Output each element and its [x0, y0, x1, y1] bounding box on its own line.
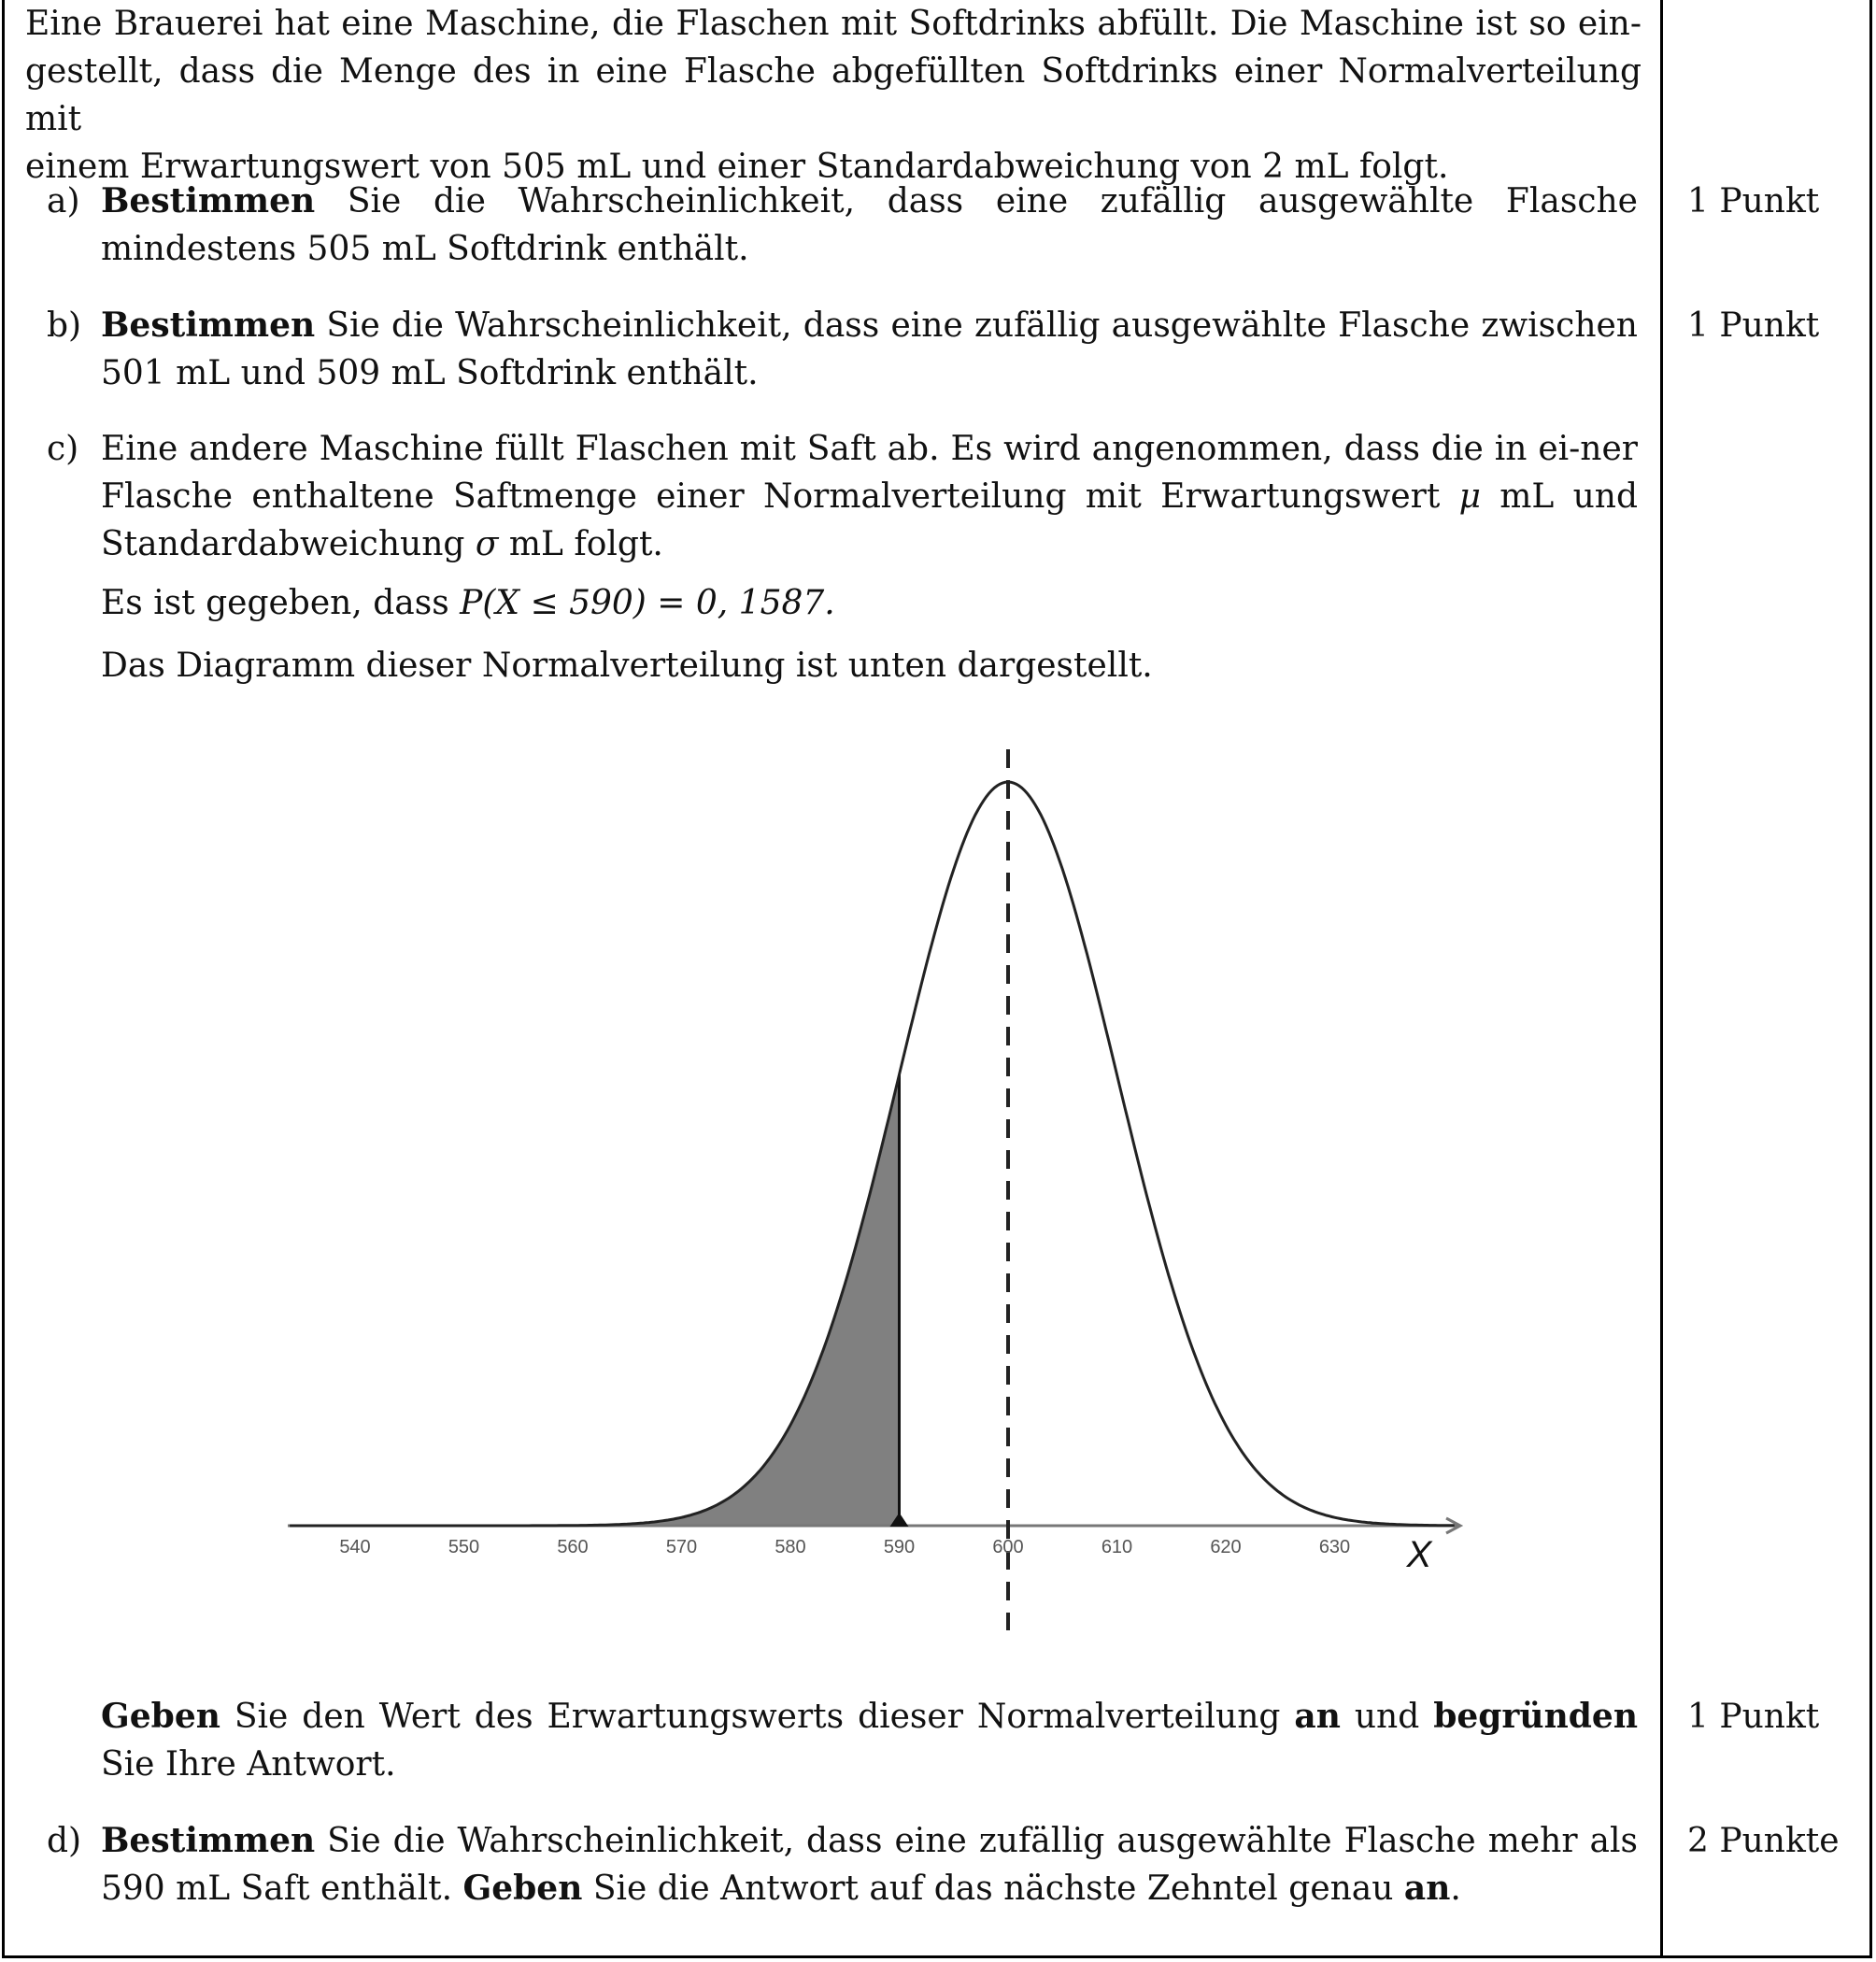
part-c-text-1: Eine andere Maschine füllt Flaschen mit Saft ab. Es wird angenommen, dass die in ei-ner Flasche enthaltene Saftmenge einer Normalverteilung mit Erwartungswert: [101, 430, 1638, 516]
part-c-verb-geben: Geben: [101, 1697, 220, 1736]
part-b-verb: Bestimmen: [101, 306, 316, 345]
part-b-label: b): [47, 306, 82, 345]
sigma-symbol: σ: [475, 525, 499, 563]
x-tick-label-540: 540: [339, 1537, 371, 1557]
part-d-points: 2 Punkte: [1687, 1822, 1840, 1860]
part-c-task-text-2: und: [1340, 1698, 1434, 1736]
part-c-verb-an: an: [1294, 1697, 1341, 1736]
x-tick-label-580: 580: [775, 1537, 806, 1557]
part-d-text-1: Sie die Wahrscheinlichkeit, dass eine zufällig ausgewählte Flasche mehr als 590 mL Saft enthält.: [101, 1822, 1638, 1908]
part-d-verb-geben: Geben: [462, 1869, 583, 1908]
part-a-verb: Bestimmen: [101, 181, 316, 220]
x-tick-label-570: 570: [665, 1537, 698, 1557]
x-tick-label-550: 550: [448, 1537, 480, 1557]
part-c-points: 1 Punkt: [1687, 1698, 1820, 1736]
part-d-text-3: .: [1450, 1870, 1461, 1908]
intro-line-3: einem Erwartungswert von 505 mL und einer Standardabweichung von 2 mL folgt.: [25, 148, 1449, 186]
part-c-text-2: mL und Standardabweichung: [101, 477, 1638, 563]
part-a-points: 1 Punkt: [1687, 182, 1820, 220]
part-d-text: [101, 1817, 1638, 1912]
mu-symbol: μ: [1458, 477, 1481, 516]
shaded-area-left-of-590: [290, 1074, 899, 1526]
x-tick-label-610: 610: [1101, 1537, 1133, 1557]
part-c-task-text-3: Sie Ihre Antwort.: [101, 1745, 396, 1784]
x-tick-labels: [339, 1537, 1350, 1557]
part-d-label: d): [47, 1822, 82, 1860]
part-d-verb-an: an: [1403, 1869, 1451, 1908]
part-c-task: [101, 1693, 1638, 1788]
intro-line-1: Eine Brauerei hat eine Maschine, die Flaschen mit Softdrinks abfüllt. Die Maschine ist so ein-: [25, 5, 1642, 43]
x-tick-label-620: 620: [1210, 1537, 1242, 1557]
x-tick-label-560: 560: [557, 1537, 589, 1557]
given-prefix: Es ist gegeben, dass: [101, 584, 461, 622]
part-c-text-3: mL folgt.: [498, 525, 663, 563]
part-c-verb-begruenden: begründen: [1433, 1697, 1638, 1736]
intro-line-2: gestellt, dass die Menge des in eine Flasche abgefüllten Softdrinks einer Normalverteilung mit: [25, 52, 1642, 138]
x-tick-label-630: 630: [1318, 1537, 1351, 1557]
part-b-points: 1 Punkt: [1687, 306, 1820, 345]
part-c-label: c): [47, 430, 79, 468]
part-b-body: Sie die Wahrscheinlichkeit, dass eine zufällig ausgewählte Flasche zwischen 501 mL und 509 mL Softdrink enthält.: [101, 306, 1638, 392]
part-d-text-2: Sie die Antwort auf das nächste Zehntel genau: [582, 1870, 1404, 1908]
x-tick-label-590: 590: [883, 1537, 916, 1557]
x-axis-label: X: [1406, 1534, 1432, 1575]
x-tick-label-600: 600: [992, 1537, 1024, 1557]
given-formula: P(X ≤ 590) = 0, 1587.: [460, 584, 835, 622]
part-d-verb-bestimmen: Bestimmen: [101, 1821, 316, 1860]
part-c-diagram-note: Das Diagramm dieser Normalverteilung ist unten dargestellt.: [101, 647, 1153, 685]
part-a-body: Sie die Wahrscheinlichkeit, dass eine zufällig ausgewählte Flasche mindestens 505 mL Softdrink enthält.: [101, 182, 1638, 268]
part-a-label: a): [47, 182, 80, 220]
part-c-task-text-1: Sie den Wert des Erwartungswerts dieser Normalverteilung: [220, 1698, 1295, 1736]
